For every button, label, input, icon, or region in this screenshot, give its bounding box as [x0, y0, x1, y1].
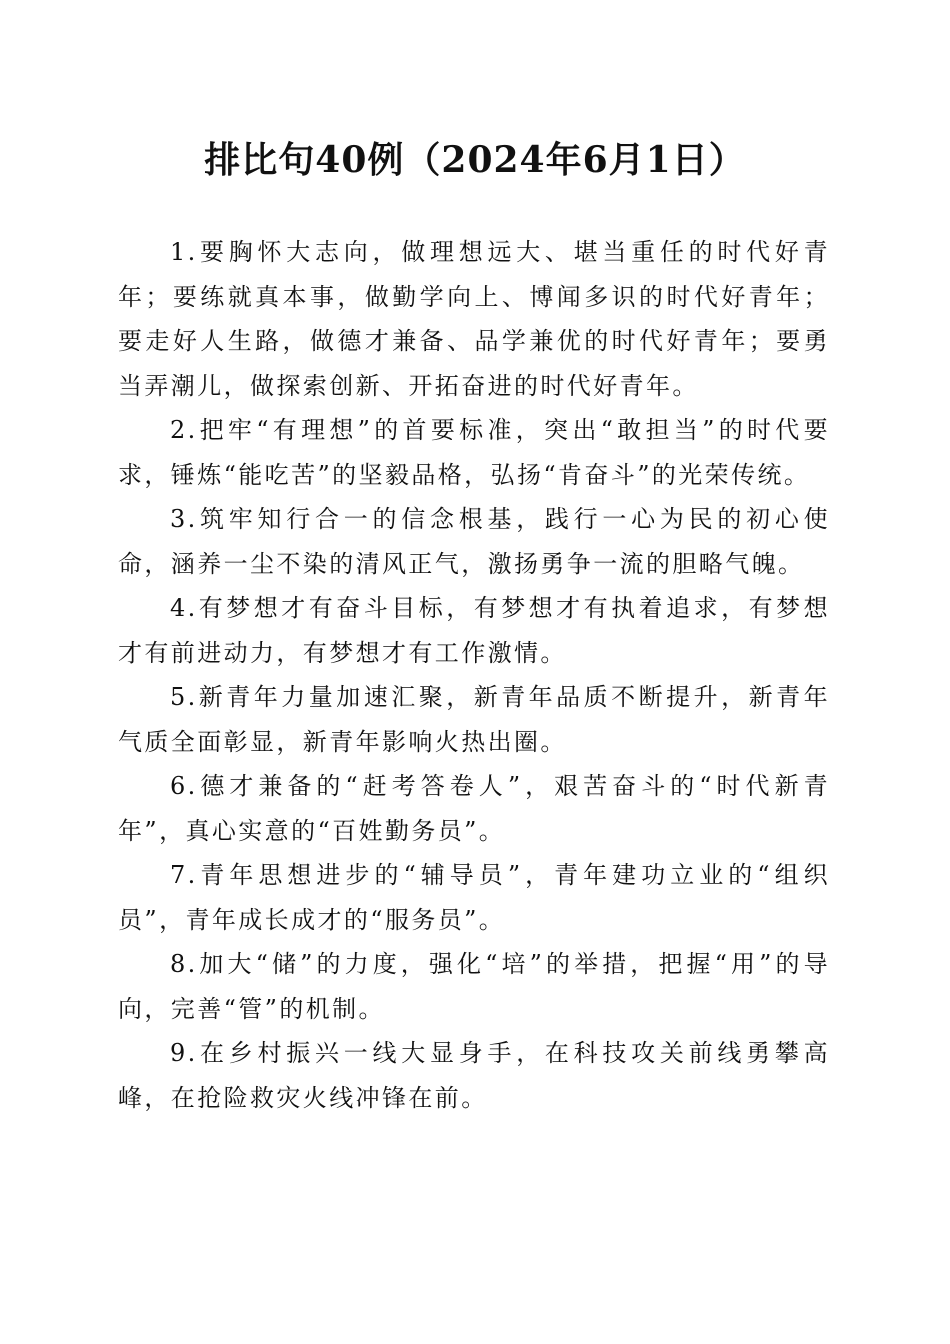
paragraph-9: 9.在乡村振兴一线大显身手，在科技攻关前线勇攀高峰，在抢险救灾火线冲锋在前。 — [118, 1039, 830, 1112]
paragraph-2: 2.把牢“有理想”的首要标准，突出“敢担当”的时代要求，锤炼“能吃苦”的坚毅品格，弘扬“肯奋斗”的光荣传统。 — [118, 416, 830, 489]
paragraph-6: 6.德才兼备的“赶考答卷人”，艰苦奋斗的“时代新青年”，真心实意的“百姓勤务员”。 — [118, 772, 830, 845]
paragraph-3: 3.筑牢知行合一的信念根基，践行一心为民的初心使命，涵养一尘不染的清风正气，激扬勇争一流的胆略气魄。 — [118, 505, 830, 578]
paragraph-7: 7.青年思想进步的“辅导员”，青年建功立业的“组织员”，青年成长成才的“服务员”。 — [118, 861, 830, 934]
document-title: 排比句40例（2024年6月1日） — [204, 139, 746, 181]
document-body — [118, 230, 830, 1120]
paragraph-5: 5.新青年力量加速汇聚，新青年品质不断提升，新青年气质全面彰显，新青年影响火热出圈。 — [118, 683, 830, 756]
paragraph-8: 8.加大“储”的力度，强化“培”的举措，把握“用”的导向，完善“管”的机制。 — [118, 950, 830, 1023]
paragraph-4: 4.有梦想才有奋斗目标，有梦想才有执着追求，有梦想才有前进动力，有梦想才有工作激情。 — [118, 594, 830, 667]
paragraph-1: 1.要胸怀大志向，做理想远大、堪当重任的时代好青年；要练就真本事，做勤学向上、博闻多识的时代好青年；要走好人生路，做德才兼备、品学兼优的时代好青年；要勇当弄潮儿，做探索创新、开拓奋进的时代好青年。 — [118, 238, 830, 400]
